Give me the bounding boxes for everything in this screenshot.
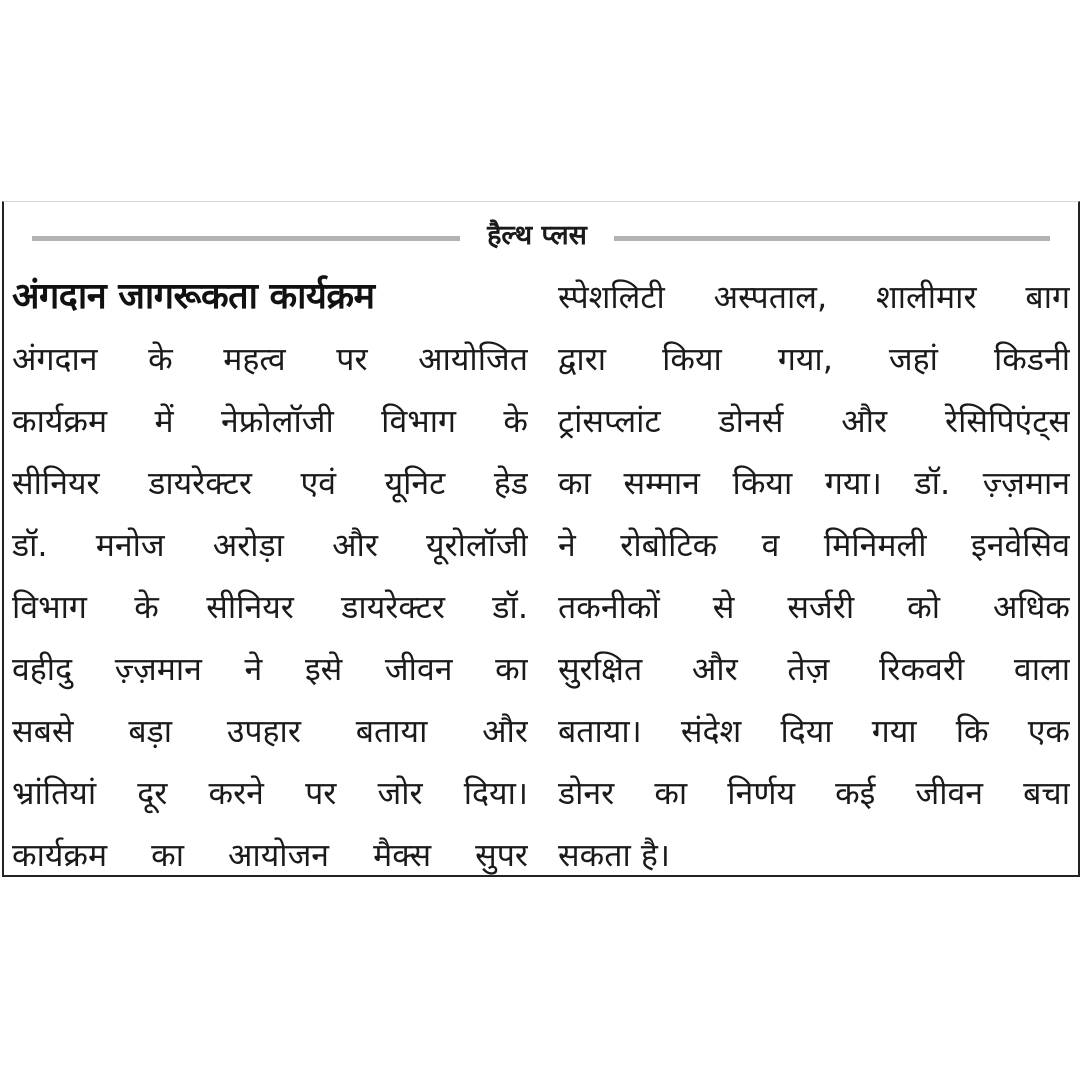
article-line: सुरक्षित और तेज़ रिकवरी वाला	[558, 650, 1070, 688]
article-line: डॉ. मनोज अरोड़ा और यूरोलॉजी	[12, 526, 528, 564]
article-line: भ्रांतियां दूर करने पर जोर दिया।	[12, 774, 528, 812]
section-rule-right	[614, 236, 1050, 241]
article-line: कार्यक्रम में नेफ्रोलॉजी विभाग के	[12, 402, 528, 440]
article-line: अंगदान के महत्व पर आयोजित	[12, 340, 528, 378]
article-line: तकनीकों से सर्जरी को अधिक	[558, 588, 1070, 626]
article-line: कार्यक्रम का आयोजन मैक्स सुपर	[12, 836, 528, 874]
article-line: सीनियर डायरेक्टर एवं यूनिट हेड	[12, 464, 528, 502]
article-line: ने रोबोटिक व मिनिमली इनवेसिव	[558, 526, 1070, 564]
article-line: विभाग के सीनियर डायरेक्टर डॉ.	[12, 588, 528, 626]
article-line: द्वारा किया गया, जहां किडनी	[558, 340, 1070, 378]
section-rule-left	[32, 236, 460, 241]
article-line: बताया। संदेश दिया गया कि एक	[558, 712, 1070, 750]
article-line: वहीदु ज़्ज़मान ने इसे जीवन का	[12, 650, 528, 688]
article-line: स्पेशलिटी अस्पताल, शालीमार बाग	[558, 278, 1070, 316]
newspaper-clipping	[2, 201, 1080, 877]
article-left-column	[12, 266, 528, 877]
article-line: डोनर का निर्णय कई जीवन बचा	[558, 774, 1070, 812]
section-header	[4, 216, 1078, 256]
section-label: हैल्थ प्लस	[487, 220, 587, 251]
article-headline: अंगदान जागरूकता कार्यक्रम	[12, 276, 375, 317]
article-line: का सम्मान किया गया। डॉ. ज़्ज़मान	[558, 464, 1070, 502]
article-right-column	[558, 266, 1070, 877]
article-line: ट्रांसप्लांट डोनर्स और रेसिपिएंट्स	[558, 402, 1070, 440]
article-line: सकता है।	[558, 836, 671, 874]
article-line: सबसे बड़ा उपहार बताया और	[12, 712, 528, 750]
